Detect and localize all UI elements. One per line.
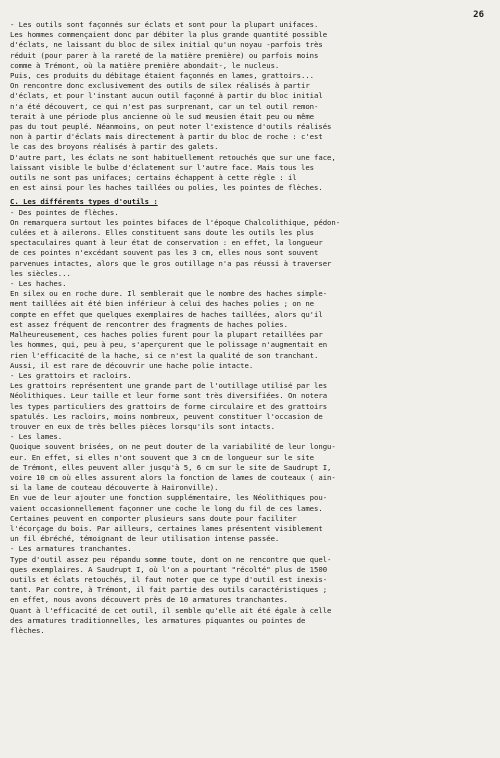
text-line: Les hommes commençaient donc par débiter la plus grande quantité possible: [10, 30, 328, 40]
text-line: outils ne sont pas unifaces; certains échappent à cette règle : il: [10, 173, 297, 183]
text-line: spatulés. Les racloirs, moins nombreux, peuvent constituer l'occasion de: [10, 411, 323, 421]
text-line: les types particuliers des grattoirs de forme circulaire et des grattoirs: [10, 401, 328, 411]
text-line: en est ainsi pour les haches taillées ou polies, les pointes de flèches.: [10, 183, 323, 193]
text-line: ques exemplaires. A Saudrupt I, où l'on a pourtant "récolté" plus de 1500: [10, 564, 328, 574]
text-line: comme à Trémont, où la matière première abondait-, le nucleus.: [10, 60, 280, 70]
text-line: spectaculaires quant à leur état de conservation : en effet, la longueur: [10, 238, 323, 248]
section-lames: [10, 432, 484, 544]
text-line: Quoique souvent brisées, on ne peut douter de la variabilité de leur longu-: [10, 442, 336, 452]
section-heading: - Les grattoirs et racloirs.: [10, 370, 132, 380]
text-line: rien l'efficacité de la hache, si ce n'est la qualité de son tranchant.: [10, 350, 319, 360]
text-line: un fil ébréché, témoignant de leur utilisation intense passée.: [10, 534, 280, 544]
text-line: Type d'outil assez peu répandu somme toute, dont on ne rencontre que quel-: [10, 554, 332, 564]
text-line: En silex ou en roche dure. Il semblerait que le nombre des haches simple-: [10, 289, 328, 299]
text-line: l'écorçage du bois. Par ailleurs, certaines lames présentent visiblement: [10, 523, 323, 533]
text-line: terait à une période plus ancienne où le sud meusien était peu ou même: [10, 111, 315, 121]
page-number: 26: [473, 10, 484, 20]
text-line: d'éclats, ne laissant du bloc de silex initial qu'un noyau -parfois très: [10, 40, 323, 50]
text-line: de Trémont, elles peuvent aller jusqu'à 5, 6 cm sur le site de Saudrupt I,: [10, 462, 332, 472]
text-line: laissant visible le bulbe d'éclatement sur l'autre face. Mais tous les: [10, 162, 315, 172]
text-line: Quant à l'efficacité de cet outil, il semble qu'elle ait été égale à celle: [10, 605, 332, 615]
text-line: outils et éclats retouchés, il faut noter que ce type d'outil est inexis-: [10, 574, 328, 584]
text-line: culées et à ailerons. Elles constituent sans doute les outils les plus: [10, 228, 315, 238]
text-line: On remarquera surtout les pointes bifaces de l'époque Chalcolithique, pédon-: [10, 217, 341, 227]
text-line: trouver en eux de très belles pièces lorsqu'ils sont intacts.: [10, 421, 275, 431]
text-line: En vue de leur ajouter une fonction supplémentaire, les Néolithiques pou-: [10, 493, 328, 503]
text-line: Aussi, il est rare de découvrir une hache polie intacte.: [10, 360, 254, 370]
section-haches: [10, 279, 484, 371]
text-line: le cas des broyons réalisés à partir des galets.: [10, 142, 219, 152]
text-line: vaient occasionnellement façonner une coche le long du fil de ces lames.: [10, 503, 323, 513]
text-line: les siècles...: [10, 268, 71, 278]
text-line: Les grattoirs représentent une grande part de l'outillage utilisé par les: [10, 381, 328, 391]
text-line: D'autre part, les éclats ne sont habituellement retouchés que sur une face,: [10, 152, 336, 162]
text-line: Néolithiques. Leur taille et leur forme sont très diversifiées. On notera: [10, 391, 328, 401]
text-line: tant. Par contre, à Trémont, il fait partie des outils caractéristiques ;: [10, 585, 328, 595]
section-grattoirs: [10, 371, 484, 432]
text-line: en effet, nous avons découvert près de 10 armatures tranchantes.: [10, 595, 288, 605]
text-line: compte en effet que quelques exemplaires de haches taillées, alors qu'il: [10, 309, 323, 319]
section-armatures: [10, 544, 484, 636]
text-line: ment taillées ait été bien inférieur à celui des haches polies ; on ne: [10, 299, 315, 309]
text-line: est assez fréquent de rencontrer des fragments de haches polies.: [10, 319, 288, 329]
text-line: pas du tout peuplé. Néanmoins, on peut noter l'existence d'outils réalisés: [10, 122, 332, 132]
document-body: [10, 20, 484, 636]
text-line: d'éclats, et pour l'instant aucun outil façonné à partir du bloc initial: [10, 91, 323, 101]
text-line: voire 10 cm où elles assurent alors la fonction de lames de couteaux ( ain-: [10, 472, 336, 482]
text-line: si la lame de couteau découverte à Haironville).: [10, 483, 219, 493]
text-line: des armatures traditionnelles, les armatures piquantes ou pointes de: [10, 615, 306, 625]
text-line: flèches.: [10, 625, 45, 635]
section-heading: - Les armatures tranchantes.: [10, 544, 132, 554]
text-line: parvenues intactes, alors que le gros outillage n'a pas réussi à traverser: [10, 258, 332, 268]
intro-paragraphs: [10, 20, 484, 193]
text-line: Malheureusement, ces haches polies furent pour la plupart retaillées par: [10, 330, 323, 340]
text-line: non à partir d'éclats mais directement à partir du bloc de roche : c'est: [10, 132, 323, 142]
text-line: les hommes, qui, peu à peu, s'aperçurent que le polissage n'augmentait en: [10, 340, 328, 350]
section-heading: - Des pointes de flèches.: [10, 207, 119, 217]
text-line: - Les outils sont façonnés sur éclats et sont pour la plupart unifaces.: [10, 20, 319, 29]
text-line: réduit (pour parer à la rareté de la matière première) ou parfois moins: [10, 50, 319, 60]
text-line: Certaines peuvent en comporter plusieurs sans doute pour faciliter: [10, 513, 297, 523]
text-line: n'a été découvert, ce qui n'est pas surprenant, car un tel outil remon-: [10, 101, 319, 111]
section-title: C. Les différents types d'outils :: [10, 197, 158, 207]
section-pointes: [10, 208, 484, 279]
section-heading: - Les lames.: [10, 432, 63, 442]
section-heading: - Les haches.: [10, 279, 67, 289]
text-line: Puis, ces produits du débitage étaient façonnés en lames, grattoirs...: [10, 71, 315, 81]
text-line: eur. En effet, si elles n'ont souvent que 3 cm de longueur sur le site: [10, 452, 315, 462]
text-line: de ces pointes n'excédant souvent pas les 3 cm, elles nous sont souvent: [10, 248, 319, 258]
text-line: On rencontre donc exclusivement des outils de silex réalisés à partir: [10, 81, 310, 91]
